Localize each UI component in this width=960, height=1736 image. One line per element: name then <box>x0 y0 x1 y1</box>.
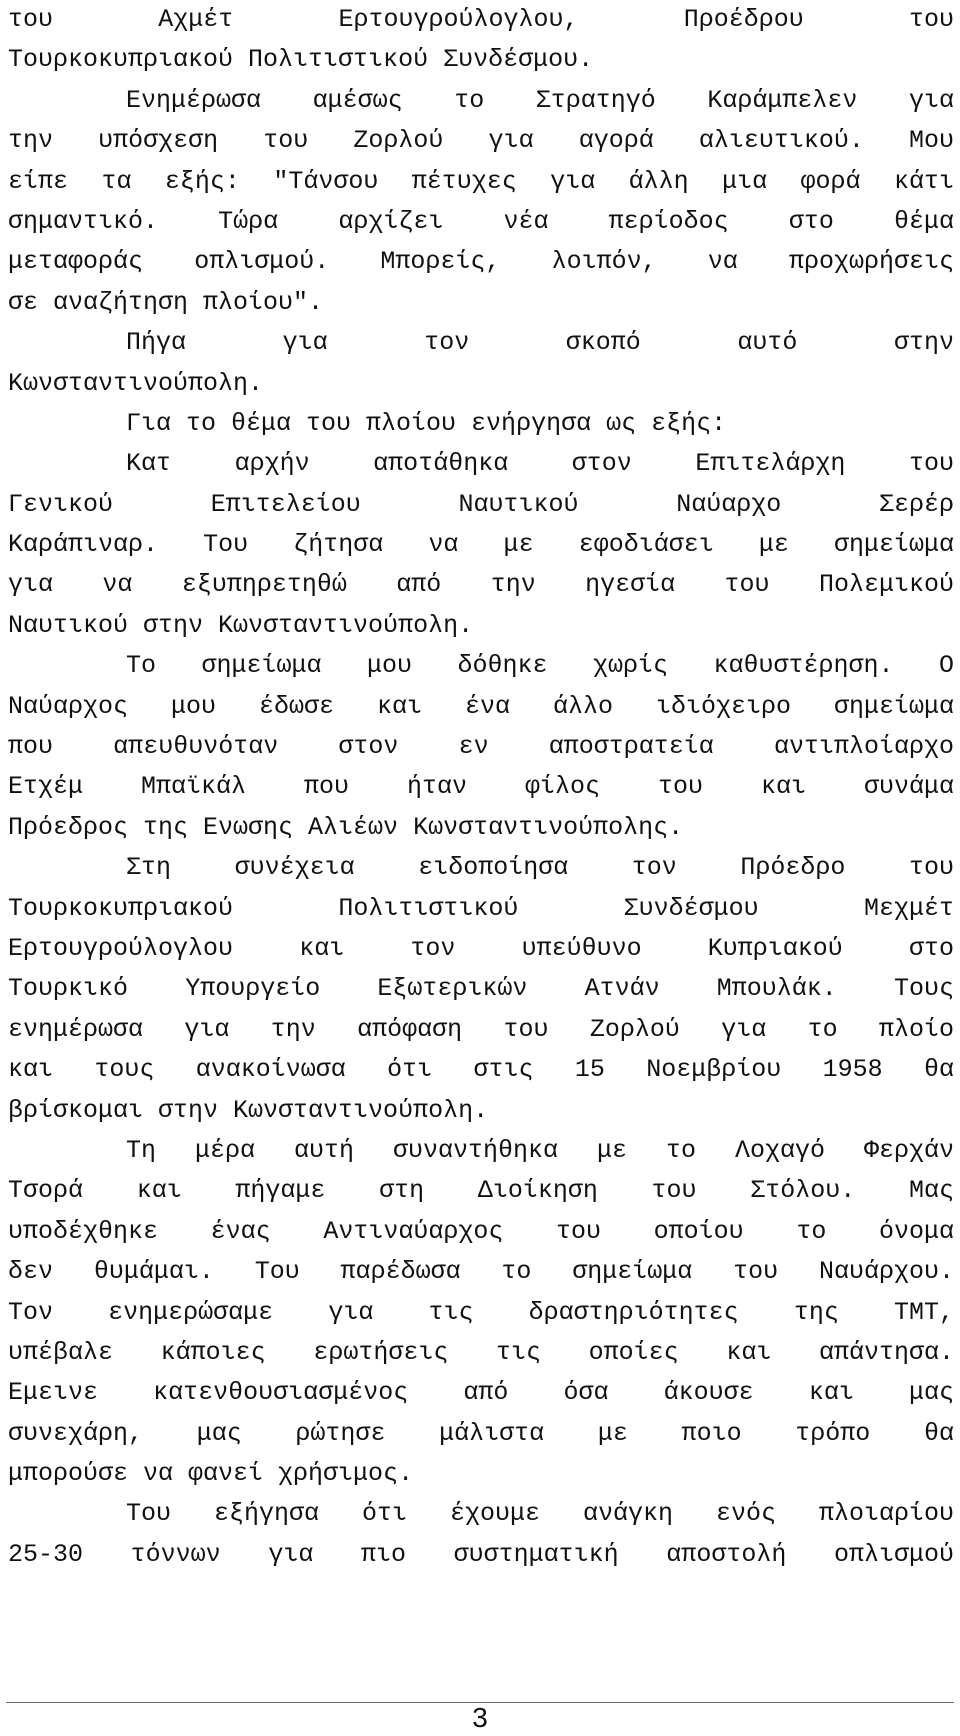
text-line: Ναυτικού στην Κωνσταντινούπολη. <box>8 610 474 640</box>
text-line: Γενικού Επιτελείου Ναυτικού Ναύαρχο Σερέρ <box>8 489 954 519</box>
text-line: υποδέχθηκε ένας Αντιναύαρχος του οποίου το όνομα <box>8 1216 954 1246</box>
text-line: Ερτουγρούλογλου και τον υπεύθυνο Κυπριακού στο <box>8 933 954 963</box>
text-line: σημαντικό. Τώρα αρχίζει νέα περίοδος στο θέμα <box>8 206 954 236</box>
text-line: Τουρκικό Υπουργείο Εξωτερικών Ατνάν Μπουλάκ. Τους <box>8 974 954 1004</box>
text-line: Τον ενημερώσαμε για τις δραστηριότητες της ΤΜΤ, <box>8 1297 954 1327</box>
text-line: Το σημείωμα μου δόθηκε χωρίς καθυστέρηση. Ο <box>126 651 954 681</box>
text-line: την υπόσχεση του Ζορλού για αγορά αλιευτικού. Μου <box>8 126 954 156</box>
document-body <box>8 0 954 1575</box>
text-line: Πήγα για τον σκοπό αυτό στην <box>126 328 954 358</box>
text-line: Τουρκοκυπριακού Πολιτιστικού Συνδέσμου Μεχμέτ <box>8 893 954 923</box>
text-line: είπε τα εξής: "Τάνσου πέτυχες για άλλη μια φορά κάτι <box>8 166 954 196</box>
text-line: βρίσκομαι στην Κωνσταντινούπολη. <box>8 1095 489 1125</box>
text-line: Ενημέρωσα αμέσως το Στρατηγό Καράμπελεν για <box>126 85 954 115</box>
text-line: Τσορά και πήγαμε στη Διοίκηση του Στόλου. Μας <box>8 1176 954 1206</box>
text-line: Καράπιναρ. Του ζήτησα να με εφοδιάσει με σημείωμα <box>8 530 954 560</box>
text-line: Εμεινε κατενθουσιασμένος από όσα άκουσε και μας <box>8 1378 954 1408</box>
text-line: Τουρκοκυπριακού Πολιτιστικού Συνδέσμου. <box>8 45 594 75</box>
text-line: και τους ανακοίνωσα ότι στις 15 Νοεμβρίου 1958 θα <box>8 1055 954 1085</box>
text-line: Κωνσταντινούπολη. <box>8 368 264 398</box>
text-line: για να εξυπηρετηθώ από την ηγεσία του Πολεμικού <box>8 570 954 600</box>
text-line: μεταφοράς οπλισμού. Μπορείς, λοιπόν, να προχωρήσεις <box>8 247 954 277</box>
text-line: Στη συνέχεια ειδοποίησα τον Πρόεδρο του <box>126 853 954 883</box>
text-line: που απευθυνόταν στον εν αποστρατεία αντιπλοίαρχο <box>8 732 954 762</box>
text-line: δεν θυμάμαι. Του παρέδωσα το σημείωμα του Ναυάρχου. <box>8 1257 954 1287</box>
text-line: μπορούσε να φανεί χρήσιμος. <box>8 1459 414 1489</box>
text-line: Κατ αρχήν αποτάθηκα στον Επιτελάρχη του <box>126 449 954 479</box>
text-line: Ναύαρχος μου έδωσε και ένα άλλο ιδιόχειρο σημείωμα <box>8 691 954 721</box>
text-line: ενημέρωσα για την απόφαση του Ζορλού για το πλοίο <box>8 1014 954 1044</box>
text-line: συνεχάρη, μας ρώτησε μάλιστα με ποιο τρόπο θα <box>8 1418 954 1448</box>
text-line: Ετχέμ Μπαϊκάλ που ήταν φίλος του και συνάμα <box>8 772 954 802</box>
text-line: του Αχμέτ Ερτουγρούλογλου, Προέδρου του <box>8 5 954 34</box>
text-line: Τη μέρα αυτή συναντήθηκα με το Λοχαγό Φερχάν <box>126 1135 954 1165</box>
text-line: Πρόεδρος της Ενωσης Αλιέων Κωνσταντινούπολης. <box>8 812 684 842</box>
text-line: Για το θέμα του πλοίου ενήργησα ως εξής: <box>126 408 727 438</box>
page-number: 3 <box>472 1702 488 1733</box>
text-line: 25-30 τόννων για πιο συστηματική αποστολή οπλισμού <box>8 1539 954 1569</box>
text-line: σε αναζήτηση πλοίου". <box>8 287 324 317</box>
text-line: Του εξήγησα ότι έχουμε ανάγκη ενός πλοιαρίου <box>126 1499 954 1529</box>
text-line: υπέβαλε κάποιες ερωτήσεις τις οποίες και απάντησα. <box>8 1337 954 1367</box>
